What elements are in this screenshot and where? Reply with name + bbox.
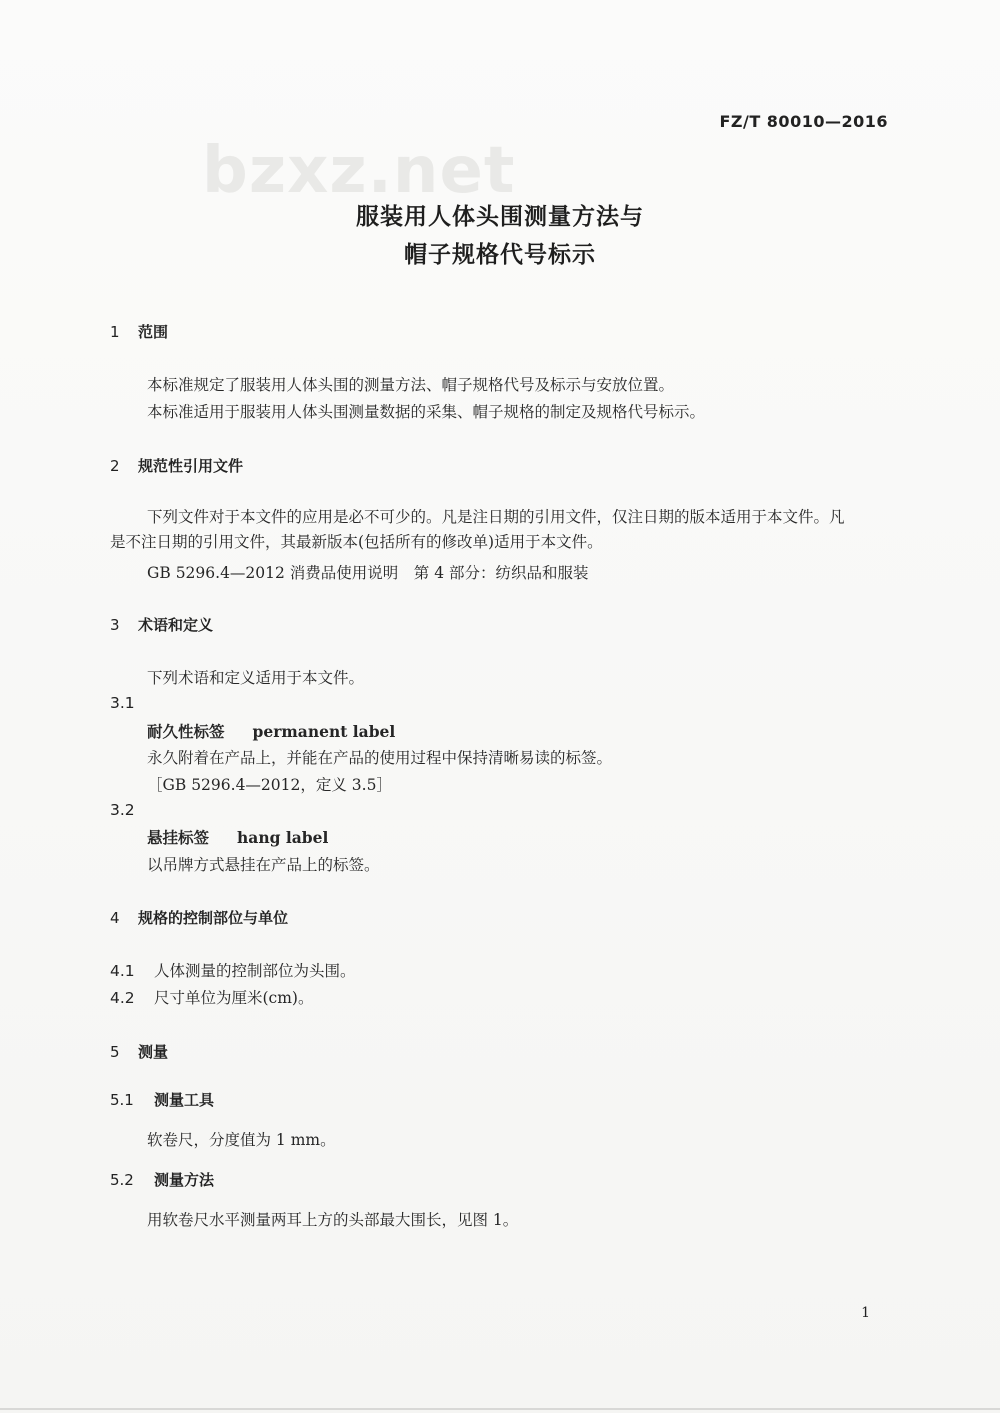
section-title: 范围 xyxy=(138,323,169,341)
section-2-paragraph-1: 下列文件对于本文件的应用是必不可少的。凡是注日期的引用文件，仅注日期的版本适用于本文件。凡是不注日期的引用文件，其最新版本(包括所有的修改单)适用于本文件。 xyxy=(110,508,845,551)
document-title-line2: 帽子规格代号标示 xyxy=(404,242,596,268)
section-title: 规格的控制部位与单位 xyxy=(138,909,289,927)
item-text: 尺寸单位为厘米(cm)。 xyxy=(154,989,314,1007)
section-number: 4 xyxy=(110,909,120,927)
section-number: 3 xyxy=(110,616,120,634)
subsection-title: 测量方法 xyxy=(154,1171,215,1189)
item-number: 4.1 xyxy=(110,962,135,980)
term-3-1-title xyxy=(147,720,395,742)
page-bottom-edge xyxy=(0,1408,1000,1410)
watermark: bzxz.net xyxy=(202,134,516,208)
subsection-number: 5.1 xyxy=(110,1091,134,1109)
item-4-1 xyxy=(110,959,356,981)
subsection-5-2-heading xyxy=(110,1169,214,1190)
document-title-line1: 服装用人体头围测量方法与 xyxy=(356,204,644,230)
term-cn: 耐久性标签 xyxy=(147,723,225,741)
section-title: 规范性引用文件 xyxy=(138,457,244,475)
section-1-paragraph-2: 本标准适用于服装用人体头围测量数据的采集、帽子规格的制定及规格代号标示。 xyxy=(147,403,706,421)
term-3-1-definition: 永久附着在产品上，并能在产品的使用过程中保持清晰易读的标签。 xyxy=(147,749,613,767)
term-3-2-number: 3.2 xyxy=(110,801,135,819)
item-4-2 xyxy=(110,986,313,1008)
normative-reference: GB 5296.4—2012 消费品使用说明 第 4 部分：纺织品和服装 xyxy=(147,564,589,582)
section-4-heading xyxy=(110,907,288,928)
section-3-heading xyxy=(110,614,213,635)
term-en: hang label xyxy=(237,828,329,847)
term-cn: 悬挂标签 xyxy=(147,829,210,847)
section-number: 5 xyxy=(110,1043,120,1061)
section-number: 2 xyxy=(110,457,120,475)
section-3-paragraph-1: 下列术语和定义适用于本文件。 xyxy=(147,669,365,687)
term-3-1-source: ［GB 5296.4—2012，定义 3.5］ xyxy=(147,776,392,794)
subsection-number: 5.2 xyxy=(110,1171,134,1189)
subsection-5-2-text: 用软卷尺水平测量两耳上方的头部最大围长，见图 1。 xyxy=(147,1211,519,1229)
section-number: 1 xyxy=(110,323,120,341)
standard-code: FZ/T 80010—2016 xyxy=(719,112,888,131)
term-3-2-definition: 以吊牌方式悬挂在产品上的标签。 xyxy=(147,856,380,874)
subsection-5-1-heading xyxy=(110,1089,214,1110)
section-1-heading xyxy=(110,321,168,342)
section-title: 测量 xyxy=(138,1043,169,1061)
subsection-5-1-text: 软卷尺，分度值为 1 mm。 xyxy=(147,1131,336,1149)
page-number: 1 xyxy=(861,1305,870,1321)
section-5-heading xyxy=(110,1041,168,1062)
term-3-1-number: 3.1 xyxy=(110,694,135,712)
section-2-heading xyxy=(110,455,243,476)
item-number: 4.2 xyxy=(110,989,135,1007)
section-1-paragraph-1: 本标准规定了服装用人体头围的测量方法、帽子规格代号及标示与安放位置。 xyxy=(147,376,675,394)
term-3-2-title xyxy=(147,826,328,848)
term-en: permanent label xyxy=(252,722,396,741)
subsection-title: 测量工具 xyxy=(154,1091,215,1109)
section-title: 术语和定义 xyxy=(138,616,214,634)
item-text: 人体测量的控制部位为头围。 xyxy=(154,962,356,980)
